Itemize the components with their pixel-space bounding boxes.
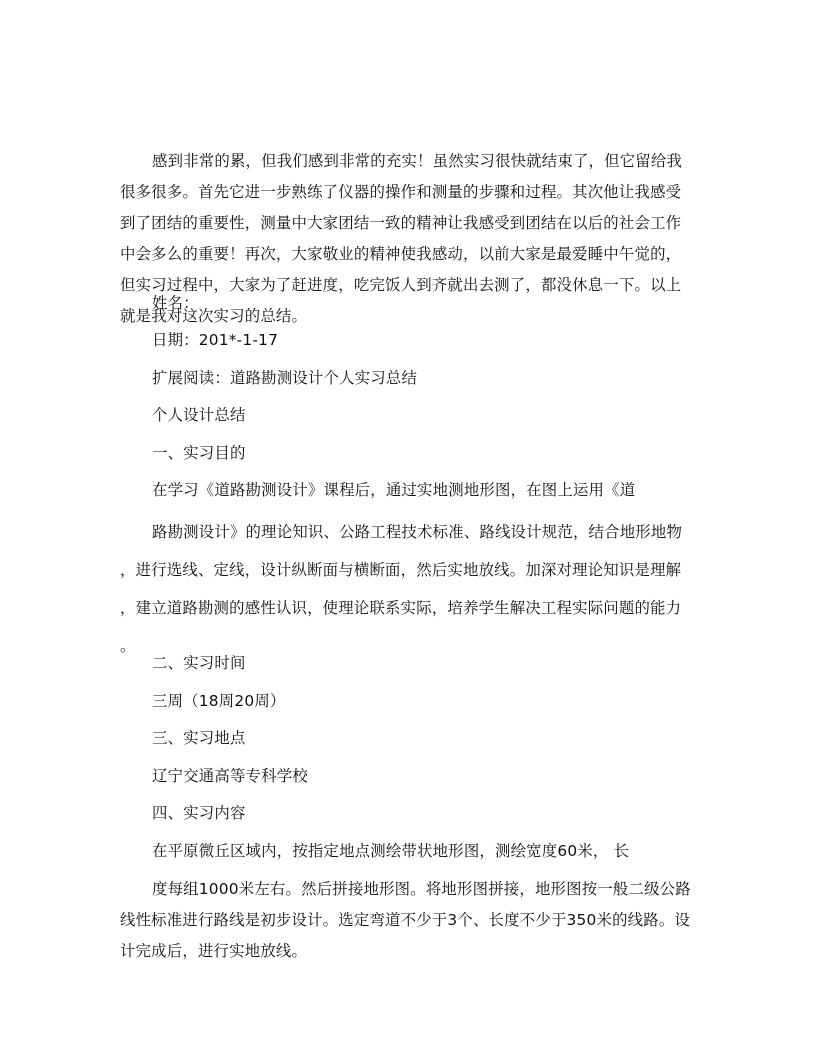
text-line: 在学习《道路勘测设计》课程后，通过实地测地形图，在图上运用《道	[152, 481, 636, 499]
section-content: 三周（18周20周）	[152, 692, 286, 710]
text-line: 计完成后，进行实地放线。	[120, 942, 308, 960]
section-body	[120, 836, 700, 867]
section-heading: 三、实习地点	[152, 729, 246, 747]
section-heading: 四、实习内容	[152, 804, 246, 822]
section-body	[120, 475, 700, 506]
summary-paragraph	[120, 146, 700, 332]
extended-reading-line: 扩展阅读：道路勘测设计个人实习总结	[152, 369, 418, 387]
doc-title: 个人设计总结	[152, 406, 246, 424]
date-line: 日期：201*-1-17	[152, 331, 279, 349]
text-line: 但实习过程中，大家为了赶进度，吃完饭人到齐就出去测了，都没休息一下。以上	[120, 276, 682, 294]
text-line: 感到非常的累，但我们感到非常的充实！虽然实习很快就结束了，但它留给我	[152, 152, 683, 170]
section-body	[120, 874, 700, 967]
text-line: 。	[120, 637, 136, 655]
name-label: 姓名：	[152, 294, 199, 312]
text-line: 中会多么的重要！再次，大家敬业的精神使我感动，以前大家是最爱睡中午觉的，	[120, 245, 682, 263]
text-line: ，进行选线、定线，设计纵断面与横断面，然后实地放线。加深对理论知识是理解	[120, 561, 682, 579]
text-line: 路勘测设计》的理论知识、公路工程技术标准、路线设计规范，结合地形地物	[152, 523, 683, 541]
section-heading: 一、实习目的	[152, 444, 246, 462]
section-body	[120, 513, 700, 665]
text-line: ，建立道路勘测的感性认识，使理论联系实际，培养学生解决工程实际问题的能力	[120, 599, 682, 617]
text-line: 在平原微丘区域内，按指定地点测绘带状地形图，测绘宽度60米， 长	[152, 842, 630, 860]
text-line: 度每组1000米左右。然后拼接地形图。将地形图拼接，地形图按一般二级公路	[152, 880, 691, 898]
section-content: 辽宁交通高等专科学校	[152, 767, 308, 785]
section-heading: 二、实习时间	[152, 654, 246, 672]
text-line: 很多很多。首先它进一步熟练了仪器的操作和测量的步骤和过程。其次他让我感受	[120, 183, 682, 201]
text-line: 线性标准进行路线是初步设计。选定弯道不少于3个、长度不少于350米的线路。设	[120, 911, 691, 929]
text-line: 就是我对这次实习的总结。	[120, 307, 308, 325]
text-line: 到了团结的重要性，测量中大家团结一致的精神让我感受到团结在以后的社会工作	[120, 214, 682, 232]
